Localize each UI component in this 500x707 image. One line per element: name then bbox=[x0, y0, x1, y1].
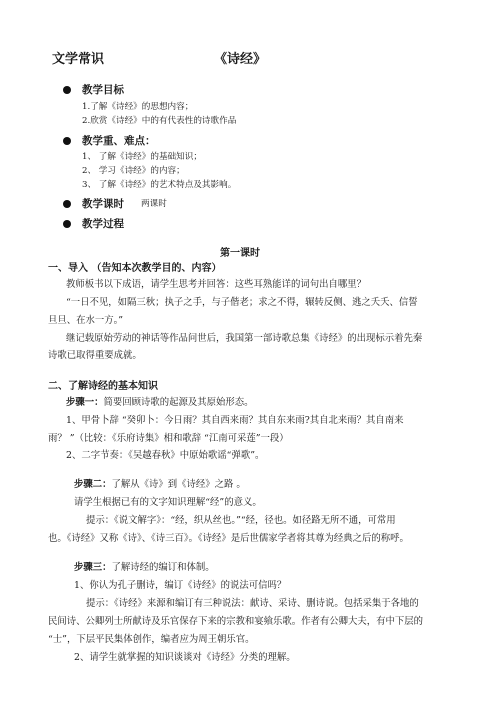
key-points-label: 教学重、难点： bbox=[82, 135, 156, 147]
step3-question: 2、请学生就掌握的知识谈谈对《诗经》分类的理解。 bbox=[74, 652, 296, 663]
step2-label: 步骤二： bbox=[74, 479, 112, 490]
lesson-title: 第一课时 bbox=[220, 248, 260, 259]
step1-text: 简要回顾诗歌的起源及其原始形态。 bbox=[103, 397, 254, 408]
objectives-label: 教学目标 bbox=[82, 84, 124, 96]
section1-paragraph: 诗歌已取得重要成就。 bbox=[48, 350, 142, 361]
doc-title: 《诗经》 bbox=[214, 52, 267, 67]
step3-hint-line: “士”，下层平民集体创作，编者应为周王朝乐官。 bbox=[48, 634, 255, 645]
bullet-icon bbox=[63, 137, 71, 145]
idiom-quote-line: 旦旦、在水一方。” bbox=[48, 315, 124, 326]
hours-label: 教学课时 bbox=[82, 198, 124, 210]
step1-label: 步骤一： bbox=[66, 397, 104, 408]
idiom-quote-line: “一日不见，如隔三秋；执子之手，与子偕老；求之不得，辗转反侧、逃之夭夭、信誓 bbox=[66, 297, 418, 308]
objective-item: 2.欣赏《诗经》中的有代表性的诗歌作品 bbox=[82, 116, 237, 126]
section1-paragraph: 教师板书以下成语，请学生思考并回答：这些耳熟能详的词句出自哪里？ bbox=[66, 279, 367, 290]
step2-hint-line: 也。《诗经》又称《诗》、《诗三百》。《诗经》是后世儒家学者将其尊为经典之后的称呼。 bbox=[48, 533, 409, 544]
section2-heading: 二、了解诗经的基本知识 bbox=[48, 381, 158, 392]
section1-heading: 一、导入 （告知本次教学目的、内容） bbox=[48, 263, 222, 274]
step3-question: 1、你认为孔子删诗，编订《诗经》的说法可信吗？ bbox=[74, 580, 287, 591]
step3-hint-line: 提示：《诗经》来源和编订有三种说法：献诗、采诗、删诗说。包括采集于各地的 bbox=[86, 598, 419, 609]
process-label: 教学过程 bbox=[82, 218, 124, 230]
key-point-item: 2、 学习《诗经》的内容； bbox=[82, 166, 185, 176]
step3-line bbox=[74, 559, 215, 573]
step1-item: 雨？ ”（比较：《乐府诗集》相和歌辞 “江南可采莲”一段） bbox=[48, 433, 289, 444]
objective-item: 1.了解《诗经》的思想内容； bbox=[82, 102, 194, 112]
bullet-icon bbox=[63, 86, 71, 94]
step2-line bbox=[74, 476, 246, 490]
doc-category: 文学常识 bbox=[52, 52, 105, 67]
bullet-icon bbox=[63, 200, 71, 208]
step3-label: 步骤三： bbox=[74, 562, 112, 573]
section1-paragraph: 继记载原始劳动的神话等作品问世后，我国第一部诗歌总集《诗经》的出现标示着先秦 bbox=[66, 333, 423, 344]
key-point-item: 1、 了解《诗经》的基础知识； bbox=[82, 152, 202, 162]
step2-paragraph: 请学生根据已有的文字知识理解“经”的意义。 bbox=[74, 497, 262, 508]
key-point-item: 3、 了解《诗经》的艺术特点及其影响。 bbox=[82, 180, 237, 190]
step2-hint-line: 提示：《说文解字》：“经，织从丝也。”“经，径也。如径路无所不通，可常用 bbox=[86, 515, 396, 526]
bullet-icon bbox=[63, 220, 71, 228]
step3-hint-line: 民间诗、公卿列士所献诗及乐官保存下来的宗教和宴飨乐歌。作者有公卿大夫，有中下层的 bbox=[48, 616, 424, 627]
step1-line bbox=[66, 394, 254, 408]
step1-item: 1、甲骨卜辞 “癸卯卜：今日雨？其自西来雨？其自东来雨?其自北来雨？其自南来 bbox=[66, 415, 404, 426]
step3-text: 了解诗经的编订和体制。 bbox=[111, 562, 215, 573]
step1-item: 2、二字节奏：《吴越春秋》中原始歌谣“弹歌”。 bbox=[66, 450, 265, 461]
step2-text: 了解从《诗》到《诗经》之路 。 bbox=[111, 479, 246, 490]
hours-value: 两课时 bbox=[141, 199, 167, 209]
